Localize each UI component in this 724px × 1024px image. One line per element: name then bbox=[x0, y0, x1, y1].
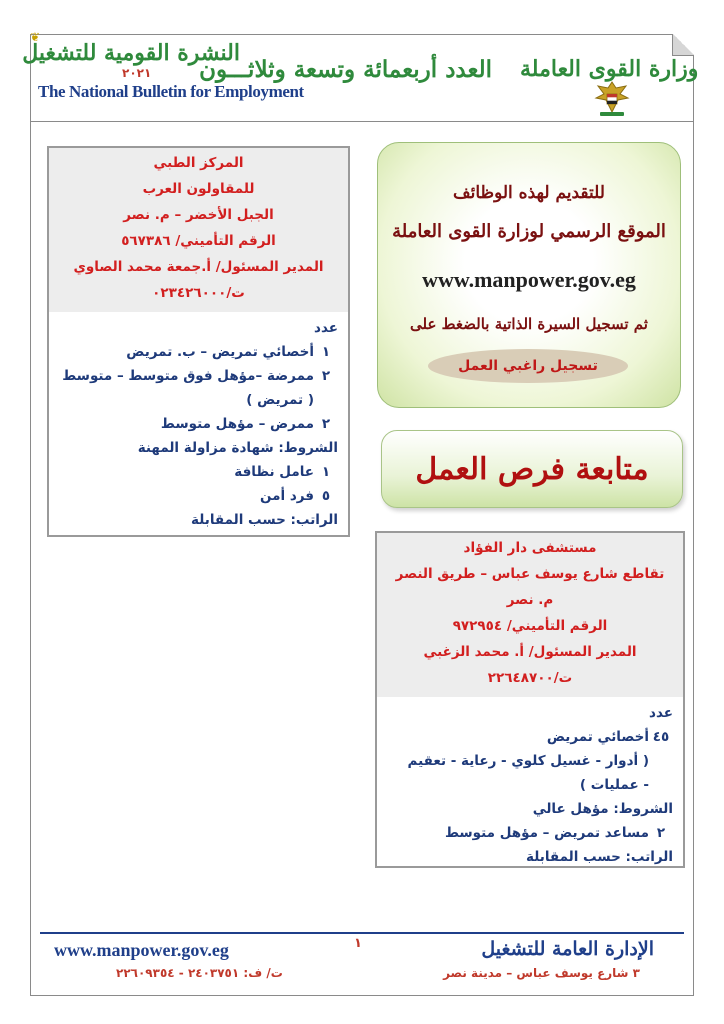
register-job-seekers-button[interactable]: تسجيل راغبي العمل bbox=[428, 349, 628, 383]
employer-info bbox=[377, 533, 683, 697]
employer-name: مستشفى دار الفؤاد bbox=[463, 540, 597, 556]
page-number: ١ bbox=[354, 936, 362, 951]
follow-jobs-banner: متابعة فرص العمل bbox=[381, 430, 683, 508]
list-item bbox=[57, 460, 338, 484]
list-item bbox=[385, 725, 673, 749]
list-item bbox=[57, 388, 338, 412]
job-title-continued: ( تمريض ) bbox=[246, 392, 314, 408]
manager-name: المدير المسئول/ أ. محمد الزغبي bbox=[423, 644, 637, 660]
list-item bbox=[57, 340, 338, 364]
apply-promo-box bbox=[377, 142, 681, 408]
insurance-number: الرقم التأميني/ ٩٧٢٩٥٤ bbox=[452, 618, 608, 634]
job-count: ٢ bbox=[656, 825, 666, 841]
job-list bbox=[377, 697, 683, 873]
job-count: ١ bbox=[321, 464, 331, 480]
list-item bbox=[57, 484, 338, 508]
job-title: ممرضة –مؤهل فوق متوسط – متوسط bbox=[62, 368, 314, 384]
job-title: عامل نظافة bbox=[234, 464, 314, 480]
eagle-emblem-icon bbox=[590, 78, 634, 118]
job-list bbox=[49, 312, 348, 536]
salary-info: الراتب: حسب المقابلة bbox=[526, 849, 673, 865]
employer-district: م. نصر bbox=[506, 592, 554, 608]
employer-info bbox=[49, 148, 348, 312]
job-card-dar-al-fouad bbox=[375, 531, 685, 868]
job-title: أخصائي تمريض – ب. تمريض bbox=[126, 344, 314, 360]
page-corner-fold bbox=[672, 34, 694, 56]
job-conditions: الشروط: مؤهل عالي bbox=[532, 801, 673, 817]
promo-instruction: ثم تسجيل السيرة الذاتية بالضغط على bbox=[410, 315, 648, 333]
footer-department: الإدارة العامة للتشغيل bbox=[481, 938, 654, 960]
ornament-icon: ❦ bbox=[30, 30, 41, 44]
list-item bbox=[385, 773, 673, 797]
footer-divider bbox=[40, 932, 684, 934]
issue-number: العدد أربعمائة وتسعة وثلاثـــون bbox=[199, 56, 492, 83]
list-item bbox=[385, 749, 673, 773]
promo-website-link[interactable]: www.manpower.gov.eg bbox=[422, 267, 636, 292]
manager-name: المدير المسئول/ أ.جمعة محمد الصاوي bbox=[73, 259, 324, 275]
employer-address: تقاطع شارع يوسف عباس – طريق النصر bbox=[395, 566, 665, 582]
employer-subname: للمقاولون العرب bbox=[142, 181, 255, 197]
job-count: ٤٥ bbox=[652, 729, 670, 745]
job-count: ٥ bbox=[321, 488, 331, 504]
footer-phones: ت/ ف: ٢٤٠٣٧٥١ - ٢٢٦٠٩٣٥٤ bbox=[116, 966, 283, 980]
employer-phone: ت/٠٢٣٤٢٦٠٠٠ bbox=[152, 285, 245, 301]
salary-info: الراتب: حسب المقابلة bbox=[191, 512, 338, 528]
list-item bbox=[385, 821, 673, 845]
footer-address: ٣ شارع يوسف عباس – مدينة نصر bbox=[443, 966, 640, 980]
job-count: ١ bbox=[321, 344, 331, 360]
ministry-name: وزارة القوى العاملة bbox=[520, 56, 699, 82]
count-label: عدد bbox=[649, 705, 673, 721]
list-item bbox=[57, 364, 338, 388]
job-title-continued: - عمليات ) bbox=[579, 777, 649, 793]
job-conditions: الشروط: شهادة مزاولة المهنة bbox=[137, 440, 338, 456]
employer-phone: ت/٢٢٦٤٨٧٠٠ bbox=[487, 670, 573, 686]
insurance-number: الرقم التأميني/ ٥٦٧٣٨٦ bbox=[121, 233, 276, 249]
employer-address: الجبل الأخضر – م. نصر bbox=[123, 207, 274, 223]
job-title: أخصائي تمريض bbox=[546, 729, 649, 745]
job-title-continued: ( أدوار - غسيل كلوي - رعاية - تعقيم bbox=[407, 753, 649, 769]
bulletin-title-en: The National Bulletin for Employment bbox=[38, 82, 304, 101]
job-count: ٢ bbox=[321, 368, 331, 384]
job-title: مساعد تمريض – مؤهل متوسط bbox=[444, 825, 649, 841]
list-item bbox=[57, 412, 338, 436]
bulletin-title-ar: النشرة القومية للتشغيل bbox=[22, 40, 240, 66]
job-title: ممرض – مؤهل متوسط bbox=[160, 416, 314, 432]
job-card-arab-contractors bbox=[47, 146, 350, 537]
header-divider bbox=[30, 121, 694, 122]
promo-heading: للتقديم لهذه الوظائف bbox=[453, 183, 605, 203]
job-count: ٢ bbox=[321, 416, 331, 432]
count-label: عدد bbox=[314, 320, 338, 336]
employer-name: المركز الطبي bbox=[153, 155, 244, 171]
job-title: فرد أمن bbox=[260, 488, 314, 504]
bulletin-year: ٢٠٢١ bbox=[122, 66, 152, 80]
promo-subheading: الموقع الرسمي لوزارة القوى العاملة bbox=[392, 221, 666, 242]
footer-website-link[interactable]: www.manpower.gov.eg bbox=[54, 940, 229, 960]
